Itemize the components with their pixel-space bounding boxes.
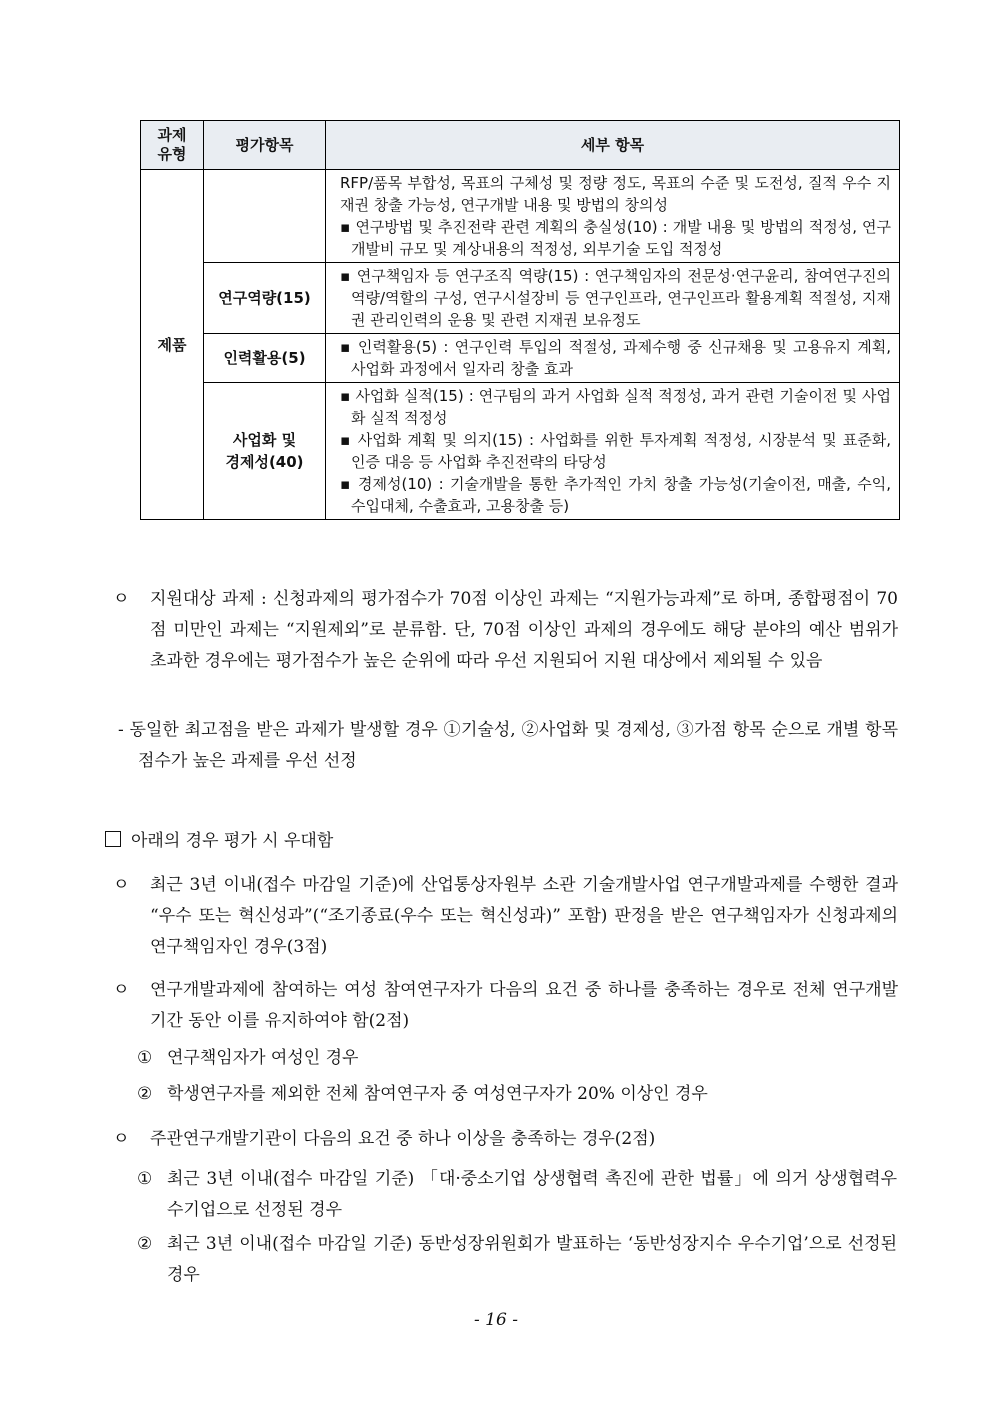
eval-item-cell: 사업화 및 경제성(40) <box>204 383 326 520</box>
paragraph-text: 지원대상 과제 : 신청과제의 평가점수가 70점 이상인 과제는 “지원가능과제”로 하며, 종합평점이 70점 미만인 과제는 “지원제외”로 분류함. 단, 70점 이상인 과제의 경우에도 해당 분야의 예산 범위가 초과한 경우에는 평가점수가 높은 순위에 따라 우선 지원되어 지원 대상에서 제외될 수 있음 <box>150 589 898 671</box>
detail-cell <box>326 170 900 263</box>
bullet-mark: ㅇ <box>113 875 130 895</box>
task-type-cell: 제품 <box>141 170 204 520</box>
eval-item-cell: 인력활용(5) <box>204 334 326 383</box>
detail-bullet: ▪ 인력활용(5) : 연구인력 투입의 적절성, 과제수행 중 신규채용 및 고용유지 계획, 사업화 과정에서 일자리 창출 효과 <box>340 338 891 378</box>
page-number: - 16 - <box>474 1310 518 1330</box>
eval-item-cell: 연구역량(15) <box>204 263 326 334</box>
table-row <box>141 334 900 383</box>
item-number: ① <box>137 1169 153 1189</box>
table-row <box>141 170 900 263</box>
detail-cell <box>326 334 900 383</box>
detail-line: RFP/품목 부합성, 목표의 구체성 및 정량 정도, 목표의 수준 및 도전성, 질적 우수 지재권 창출 가능성, 연구개발 내용 및 방법의 창의성 <box>340 174 891 214</box>
table-row <box>141 263 900 334</box>
header-task-type: 과제 유형 <box>141 121 204 170</box>
tie-break-paragraph <box>118 715 898 777</box>
numbered-item <box>137 1043 897 1074</box>
numbered-item <box>137 1079 897 1110</box>
detail-bullet: ▪ 사업화 계획 및 의지(15) : 사업화를 위한 투자계획 적정성, 시장분석 및 표준화, 인증 대응 등 사업화 추진전략의 타당성 <box>340 431 891 471</box>
numbered-item <box>137 1229 897 1291</box>
item-text: 연구책임자가 여성인 경우 <box>167 1048 359 1068</box>
heading-text: 아래의 경우 평가 시 우대함 <box>131 831 334 851</box>
detail-bullet: ▪ 경제성(10) : 기술개발을 통한 추가적인 가치 창출 가능성(기술이전, 매출, 수익, 수입대체, 수출효과, 고용창출 등) <box>340 475 891 515</box>
detail-bullet: ▪ 연구책임자 등 연구조직 역량(15) : 연구책임자의 전문성·연구윤리, 참여연구진의 역량/역할의 구성, 연구시설장비 등 연구인프라, 연구인프라 활용계획 적절성, 지재권 관리인력의 운용 및 관련 지재권 보유정도 <box>340 267 891 329</box>
item-number: ② <box>137 1234 153 1254</box>
detail-bullet: ▪ 연구방법 및 추진전략 관련 계획의 충실성(10) : 개발 내용 및 방법의 적정성, 연구개발비 규모 및 계상내용의 적정성, 외부기술 도입 적정성 <box>340 218 891 258</box>
detail-bullet: ▪ 사업화 실적(15) : 연구팀의 과거 사업화 실적 적정성, 과거 관련 기술이전 및 사업화 실적 적정성 <box>340 387 891 427</box>
header-detail-item: 세부 항목 <box>326 121 900 170</box>
preference-item-1 <box>113 870 898 963</box>
item-text: 학생연구자를 제외한 전체 참여연구자 중 여성연구자가 20% 이상인 경우 <box>167 1084 708 1104</box>
support-target-paragraph <box>113 584 898 677</box>
item-text: 최근 3년 이내(접수 마감일 기준) 「대·중소기업 상생협력 촉진에 관한 법률」에 의거 상생협력우수기업으로 선정된 경우 <box>167 1169 897 1220</box>
preference-item-2 <box>113 975 898 1037</box>
paragraph-text: 주관연구개발기관이 다음의 요건 중 하나 이상을 충족하는 경우(2점) <box>150 1129 656 1149</box>
paragraph-text: 최근 3년 이내(접수 마감일 기준)에 산업통상자원부 소관 기술개발사업 연구개발과제를 수행한 결과 “우수 또는 혁신성과”(“조기종료(우수 또는 혁신성과)” 포함) 판정을 받은 연구책임자가 신청과제의 연구책임자인 경우(3점) <box>150 875 898 957</box>
header-eval-item: 평가항목 <box>204 121 326 170</box>
paragraph-text: - 동일한 최고점을 받은 과제가 발생할 경우 ①기술성, ②사업화 및 경제성, ③가점 항목 순으로 개별 항목 점수가 높은 과제를 우선 선정 <box>118 720 898 771</box>
item-number: ② <box>137 1084 153 1104</box>
item-number: ① <box>137 1048 153 1068</box>
preference-heading <box>105 826 895 857</box>
eval-item-cell <box>204 170 326 263</box>
detail-cell <box>326 383 900 520</box>
paragraph-text: 연구개발과제에 참여하는 여성 참여연구자가 다음의 요건 중 하나를 충족하는 경우로 전체 연구개발기간 동안 이를 유지하여야 함(2점) <box>150 980 898 1031</box>
item-text: 최근 3년 이내(접수 마감일 기준) 동반성장위원회가 발표하는 ‘동반성장지수 우수기업’으로 선정된 경우 <box>167 1234 897 1285</box>
numbered-item <box>137 1164 897 1226</box>
checkbox-square-icon <box>105 831 121 847</box>
bullet-mark: ㅇ <box>113 1129 130 1149</box>
bullet-mark: ㅇ <box>113 589 130 609</box>
detail-cell <box>326 263 900 334</box>
bullet-mark: ㅇ <box>113 980 130 1000</box>
preference-item-3 <box>113 1124 898 1155</box>
table-row <box>141 383 900 520</box>
table-header-row <box>141 121 900 170</box>
evaluation-table <box>140 120 900 520</box>
